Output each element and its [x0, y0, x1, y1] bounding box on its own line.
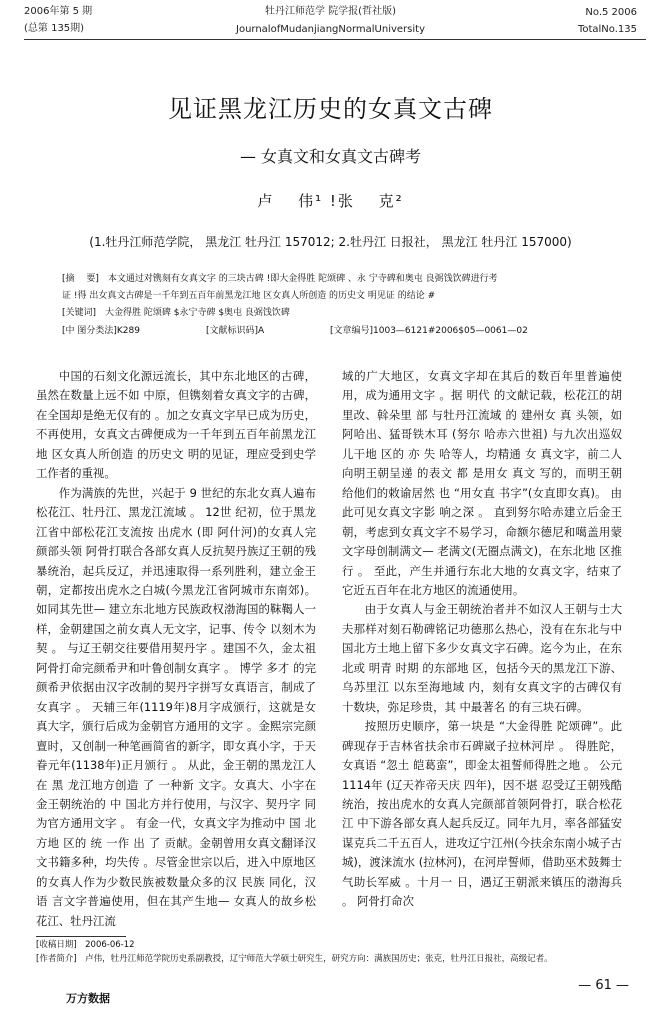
abstract-line-1: [摘 要] 本文通过对镌刻有女真文字 的三块古碑 !即大金得胜 陀颂碑 、永 宁寺碑和奥屯 良弼饯饮碑进行考: [62, 274, 498, 284]
header-rule: [24, 39, 646, 40]
author-affiliation: (1.牡丹江师范学院， 黑龙江 牡丹江 157012; 2.牡丹江 日报社， 黑龙江 牡丹江 157000): [89, 235, 572, 249]
header-journal-cn: 牡丹江师范学 院学报(哲社版): [265, 6, 396, 17]
header-number: No.5 2006: [585, 7, 637, 18]
article-authors: 卢 伟¹ !张 克²: [257, 192, 404, 210]
header-journal-en: JournalofMudanjiangNormalUniversity: [236, 24, 425, 35]
document-code: [文献标识码]A: [206, 326, 265, 336]
author-bio: [作者简介] 卢伟，牡丹江师范学院历史系副教授，辽宁师范大学硕士研究生，研究方向：满族国历史；张克，牡丹江日报社，高级记者。: [36, 954, 553, 964]
header-issue: 2006年第 5 期: [24, 6, 93, 17]
paragraph: 中国的石刻文化源远流长，其中东北地区的古碑，虽然在数量上远不如 中原，但镌刻着女真文字的古碑，在全国却是绝无仅有的 。加之女真文字早已成为历史，不再使用，女真文古碑便成为一千年到五百年前黑龙江地 区女真人所创造 的历史文 明的见证，理应受到史学工作者的重视。: [36, 369, 316, 481]
body-left-column: [36, 367, 316, 931]
body-right-column: [342, 367, 622, 912]
received-date: [收稿日期] 2006-06-12: [36, 940, 135, 950]
keywords: [关键词] 大金得胜 陀颂碑 $永宁寺碑 $奥屯 良弼饯饮碑: [62, 308, 290, 318]
header-total-number: TotalNo.135: [577, 24, 637, 35]
clc-number: [中 图分类法]K289: [62, 326, 140, 336]
watermark: 万方数据: [66, 992, 110, 1005]
article-title: 见证黑龙江历史的女真文古碑: [168, 95, 493, 123]
paragraph: 按照历史顺序，第一块是 “大金得胜 陀颂碑”。此碑现存于吉林省扶余市石碑崴子拉林河岸 。 得胜陀，女真语 “忽土 皑葛蛮”，即金太祖誓师得胜之地 。 公元 1114年 (辽天祚帝天庆 四年)，因不堪 忍受辽王朝残酷统治，按出虎水的女真人完颜部首领阿骨打，联合松花江 中下游各部女真人起兵反辽。同年九月，率各部猛安谋克兵二千五百人，进攻辽宁江州(今扶余东南小城子古城)，渡涞流水 (拉林河)，在河岸誓师，借助巫术鼓舞士气助长军威 。十月一 日，遇辽王朝派来镇压的渤海兵 。 阿骨打命次: [342, 719, 622, 909]
article-number: [文章编号]1003—6121#2006$05—0061—02: [330, 326, 528, 336]
abstract-line-2: 证 !得 出女真文古碑是一千年到五百年前黑龙江地 区女真人所创造 的历史文 明见证 的结论 #: [62, 291, 436, 301]
page-number: — 61 —: [578, 978, 629, 993]
footnote-rule: [36, 936, 126, 937]
paragraph: 作为满族的先世，兴起于 9 世纪的东北女真人遍布松花江、牡丹江、黑龙江流域 。 12世 纪初，位于黑龙江省中部松花江支流按 出虎水 (即 阿什河)的女真人完颜部头领 阿骨打联合各部女真人反抗契丹族辽王朝的残暴统治，起兵反辽，并迅速取得一系列胜利，建立金王朝，定都按出虎水之白城(今黑龙江省阿城市东南郊)。 如同其先世— 建立东北地方民族政权渤海国的靺鞨人一样，金朝建国之前女真人无文字，记事、传令 以刻木为契 。 与辽王朝交往要借用契丹字 。建国不久，金太祖阿骨打命完颜希尹和叶鲁创制女真字 。 博学 多才 的完颜希尹依据由汉字改制的契丹字拼写女真语言，制成了女真字 。 天辅三年(1119年)8月字成颁行，这就是女真大字，颁行后成为金朝官方通用的文字 。金熙宗完颜亶时，又创制一种笔画简省的新字，即女真小字，于天眷元年(1138年)正月颁行 。 从此，金王朝的黑龙江人在 黑 龙江地方创造 了 一种新 文字。女真大、小字在金王朝统治的 中 国北方并行使用，与汉字、契丹字 同为官方通用文字 。 有金一代，女真文字为推动中 国 北方地 区的 统 一作 出 了 贡献。金朝曾用女真文翻译汉文书籍多种，均失传 。尽管金世宗以后，进入中原地区的女真人作为少数民族被数量众多的汉 民族 同化，汉语 言文字普遍使用，但在其产生地— 女真人的故乡松花江、牡丹江流: [36, 485, 316, 928]
paragraph: 域的广大地区，女真文字却在其后的数百年里普遍使用，成为通用文字 。据 明代 的文献记载，松花江的胡里改、斡朵里 部 与牡丹江流域 的 建州女 真 头领，如阿哈出、猛哥铁木耳 (努尔 哈赤六世祖) 与九次出巡奴儿干地 区的 亦 失 哈等人，均精通 女 真文字，前二人 向明王朝呈递 的表文 都 是用女 真文 写的，而明王朝给他们的敕谕居然 也 “用女直 书字”(女直即女真)。 由此可见女真文字影 响之深 。 直到努尔哈赤建立后金王朝，考虑到女真文字不易学习，命额尔德尼和噶盖用蒙文字母创制满文— 老满文(无圈点满文)，在东北地 区推行 。 至此，产生并通行东北大地的女真文字，结束了它近五百年在北方地区的流通使用。: [342, 369, 622, 597]
article-subtitle: — 女真文和女真文古碑考: [239, 147, 422, 166]
paragraph: 由于女真人与金王朝统治者并不如汉人王朝与士大夫那样对刻石勒碑铭记功德那么热心，没有在东北与中国北方土地上留下多少女真文字石碑。迄今为止，在东北或 明青 时期 的东部地 区，包括今天的黑龙江下游、乌苏里江 以东至海地域 内，刻有女真文字的古碑仅有十数块，弥足珍贵，其 中最著名 的有三块石碑。: [342, 602, 622, 714]
header-total-issue: (总第 135期): [24, 23, 85, 34]
